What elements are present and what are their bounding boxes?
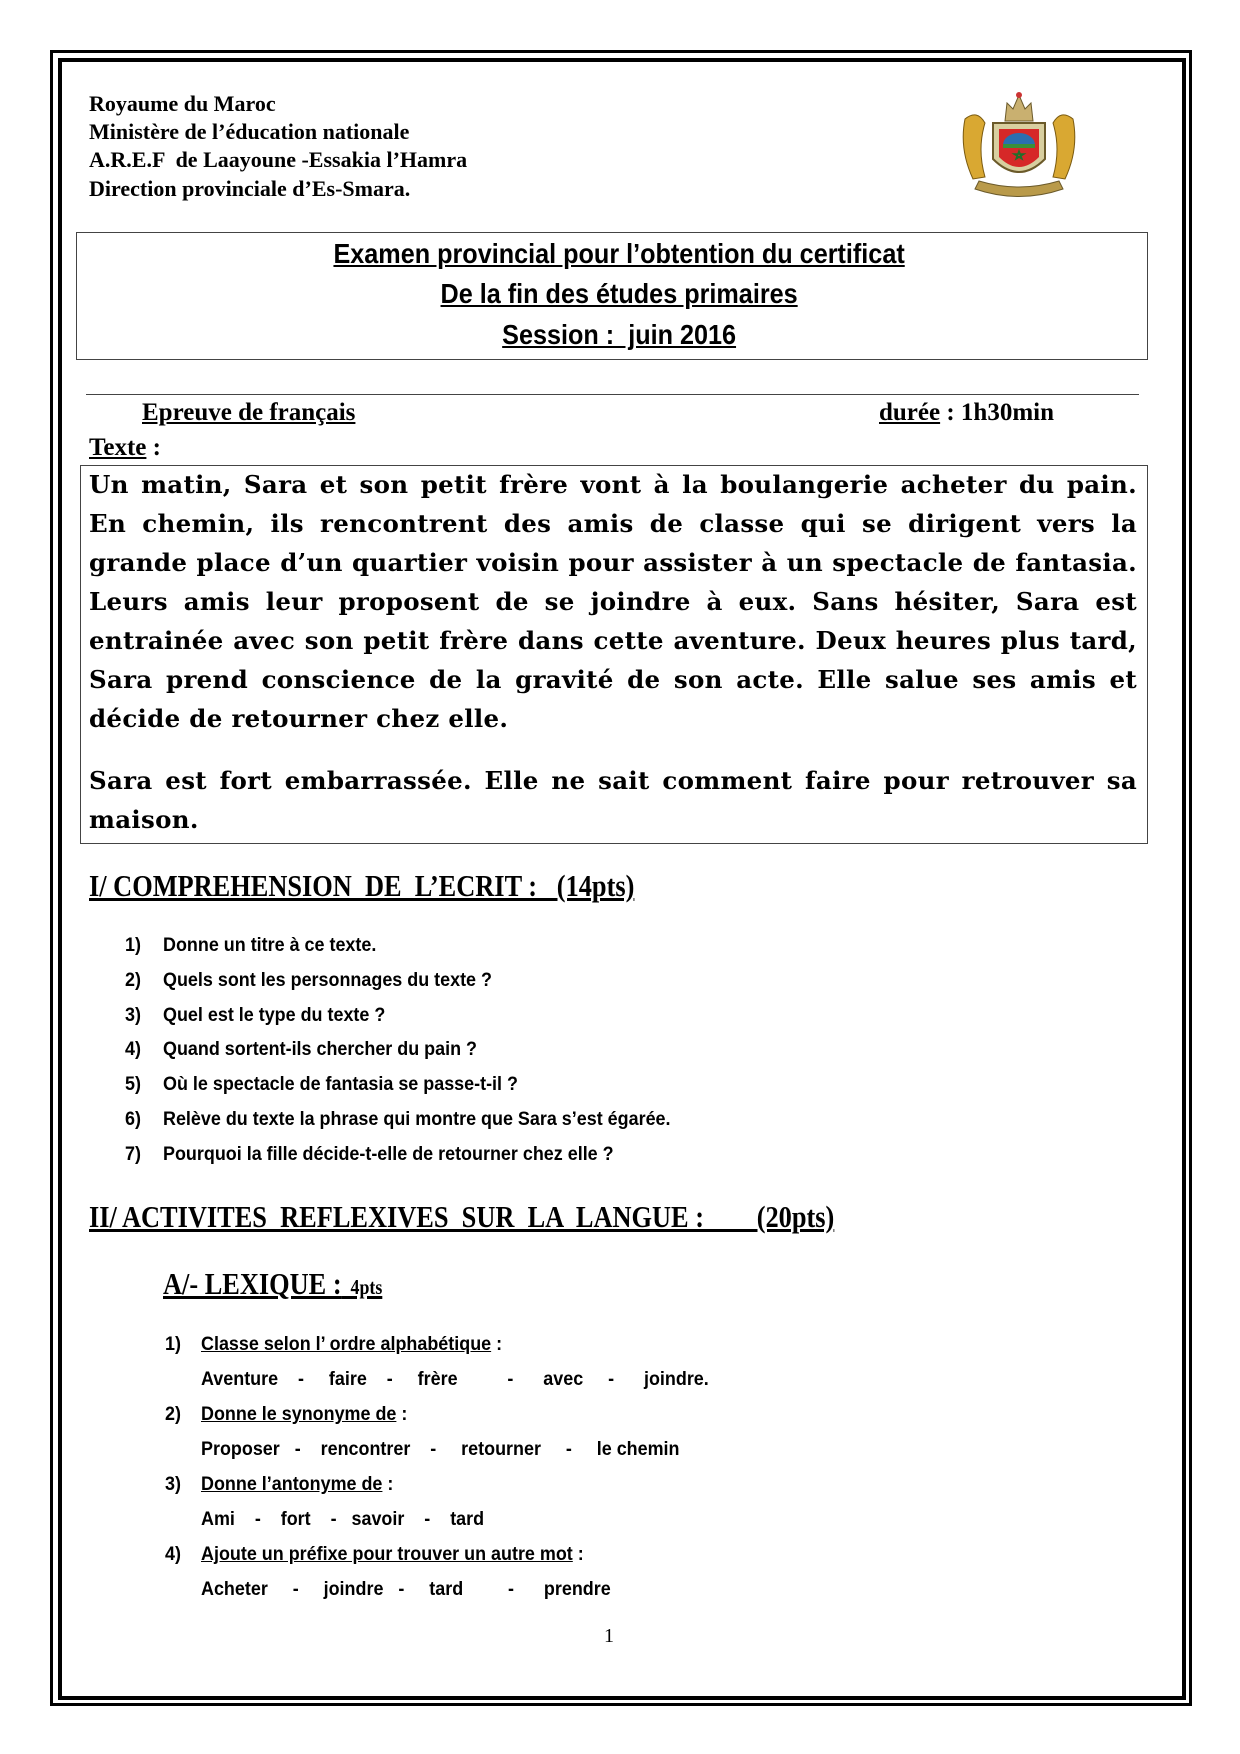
lexique-instruction	[201, 1543, 584, 1566]
lexique-title	[163, 1266, 382, 1302]
duration-value: : 1h30min	[940, 399, 1055, 426]
lexique-item-number: 2)	[165, 1403, 181, 1425]
exam-title-line-1: Examen provincial pour l’obtention du certificat	[333, 238, 905, 269]
exam-title-line-2: De la fin des études primaires	[440, 278, 798, 309]
question-number: 7)	[125, 1142, 141, 1165]
lexique-instruction-colon: :	[396, 1403, 408, 1425]
reading-paragraph-1: Un matin, Sara et son petit frère vont à la boulangerie acheter du pain. En chemin, ils rencontrent des amis de classe qui se dirigent vers la grande place d’un quartier voisin pour assister à un spectacle de fantasia. Leurs amis leur proposent de se joindre à eux. Sans hésiter, Sara est entrainée avec son petit frère dans cette aventure. Deux heures plus tard, Sara prend conscience de la gravité de son acte. Elle salue ses amis et décide de retourner chez elle.	[89, 470, 1137, 733]
lexique-instruction-colon: :	[572, 1543, 584, 1565]
lexique-instruction	[201, 1473, 393, 1496]
header-line-direction: Direction provinciale d’Es-Smara.	[89, 176, 411, 201]
exam-duration	[879, 399, 1054, 427]
lexique-item-number: 4)	[165, 1543, 181, 1565]
exam-subject: Epreuve de français	[142, 399, 356, 426]
header-line-aref: A.R.E.F de Laayoune -Essakia l’Hamra	[89, 147, 468, 172]
lexique-item-number: 1)	[165, 1333, 181, 1355]
lexique-instruction-text: Ajoute un préfixe pour trouver un autre mot	[201, 1543, 573, 1565]
question-number: 6)	[125, 1108, 141, 1130]
lexique-instruction-colon: :	[491, 1333, 503, 1355]
moroccan-emblem-icon	[955, 89, 1083, 201]
divider	[86, 394, 1139, 395]
section-comprehension-title: I/ COMPREHENSION DE L’ECRIT : (14pts)	[89, 868, 635, 903]
question-text: Relève du texte la phrase qui montre que Sara s’est égarée.	[163, 1108, 671, 1130]
lexique-label: A/- LEXIQUE :	[163, 1266, 342, 1301]
lexique-points: 4pts	[341, 1275, 383, 1299]
lexique-instruction	[201, 1333, 502, 1356]
question-number: 5)	[125, 1073, 141, 1096]
duration-label: durée	[879, 399, 941, 426]
question-number: 3)	[125, 1003, 141, 1026]
texte-colon: :	[146, 434, 161, 461]
lexique-instruction-colon: :	[382, 1473, 394, 1495]
lexique-instruction	[201, 1403, 407, 1426]
header-line-kingdom: Royaume du Maroc	[89, 91, 276, 116]
lexique-item-number: 3)	[165, 1473, 181, 1495]
question-text: Quand sortent-ils chercher du pain ?	[163, 1038, 478, 1061]
question-text: Quels sont les personnages du texte ?	[163, 968, 492, 991]
question-number: 1)	[125, 934, 141, 956]
exam-title-session: Session : juin 2016	[502, 319, 737, 350]
lexique-words: Acheter - joindre - tard - prendre	[201, 1578, 611, 1600]
header-line-ministry: Ministère de l’éducation nationale	[89, 119, 410, 144]
lexique-instruction-text: Donne l’antonyme de	[201, 1473, 383, 1495]
lexique-instruction-text: Donne le synonyme de	[201, 1403, 397, 1425]
reading-paragraph-2: Sara est fort embarrassée. Elle ne sait comment faire pour retrouver sa maison.	[89, 766, 1137, 834]
lexique-words: Ami - fort - savoir - tard	[201, 1508, 485, 1530]
question-text: Quel est le type du texte ?	[163, 1003, 386, 1026]
question-text: Pourquoi la fille décide-t-elle de retourner chez elle ?	[163, 1142, 614, 1165]
lexique-words: Proposer - rencontrer - retourner - le chemin	[201, 1438, 680, 1460]
question-text: Où le spectacle de fantasia se passe-t-il ?	[163, 1073, 518, 1096]
section-language-title: II/ ACTIVITES REFLEXIVES SUR LA LANGUE : (20pts)	[89, 1199, 835, 1234]
question-number: 4)	[125, 1038, 141, 1061]
question-text: Donne un titre à ce texte.	[163, 934, 377, 956]
lexique-instruction-text: Classe selon l’ ordre alphabétique	[201, 1333, 492, 1355]
lexique-words: Aventure - faire - frère - avec - joindre.	[201, 1368, 709, 1390]
texte-heading	[89, 434, 161, 462]
question-number: 2)	[125, 968, 141, 991]
page-number: 1	[604, 1625, 614, 1647]
texte-label: Texte	[89, 434, 147, 461]
